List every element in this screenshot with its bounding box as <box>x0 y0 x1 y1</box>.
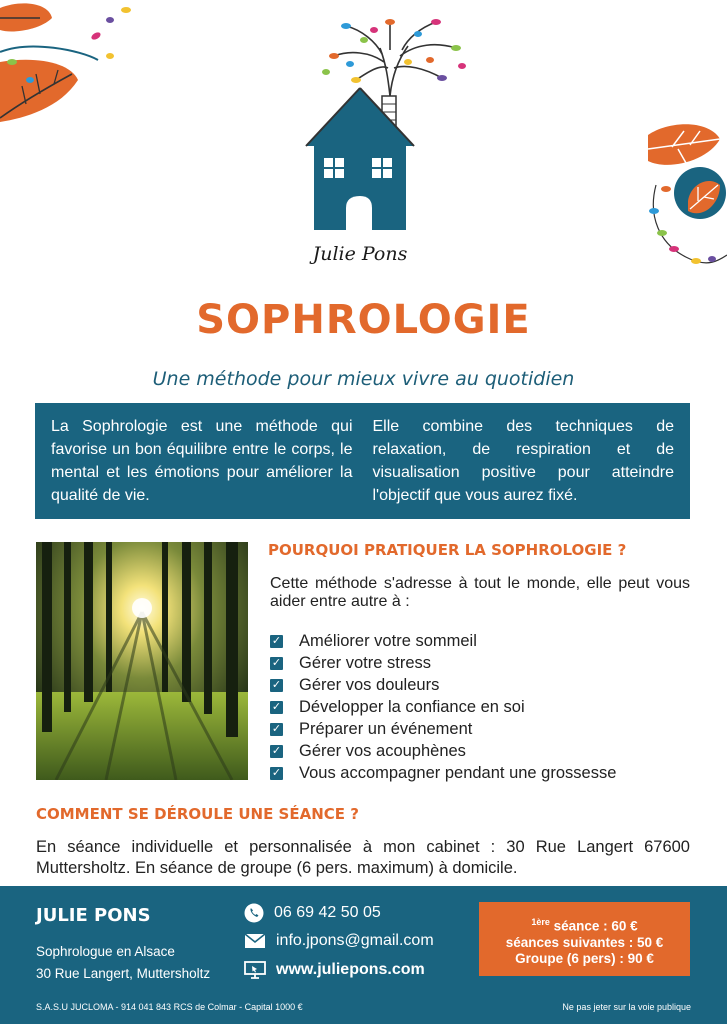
list-item: ✓ Vous accompagner pendant une grossesse <box>271 763 617 782</box>
phone-number: 06 69 42 50 05 <box>274 904 381 921</box>
email-contact[interactable] <box>244 932 434 950</box>
email-address: info.jpons@gmail.com <box>276 932 434 949</box>
legal-mention: S.A.S.U JUCLOMA - 914 041 843 RCS de Colmar - Capital 1000 € <box>36 1002 303 1012</box>
footer <box>0 886 727 1024</box>
phone-contact[interactable] <box>244 903 381 923</box>
phone-icon <box>244 903 264 923</box>
benefits-list <box>270 630 616 784</box>
price-group: Groupe (6 pers) : 90 € <box>515 950 654 966</box>
monitor-icon <box>244 961 266 979</box>
house-tree-logo <box>290 8 490 278</box>
list-item: ✓ Améliorer votre sommeil <box>271 631 477 650</box>
footer-role: Sophrologue en Alsace <box>36 944 175 959</box>
list-item: ✓ Gérer votre stress <box>271 653 432 672</box>
list-item: ✓ Développer la confiance en soi <box>271 697 525 716</box>
checkbox-icon: ✓ <box>271 766 282 779</box>
leaves-right-decoration <box>638 115 727 275</box>
leaves-top-left-decoration <box>0 0 140 140</box>
forest-sunlight-image <box>36 542 248 780</box>
checkbox-icon: ✓ <box>271 722 282 735</box>
intro-left-text: La Sophrologie est une méthode qui favorise un bon équilibre entre le corps, le mental et les émotions pour améliorer la qualité de vie. <box>51 418 353 504</box>
price-first-session: $^{1ère}$ séance : 60 € <box>531 917 638 934</box>
mail-icon <box>244 933 266 949</box>
footer-address: 30 Rue Langert, Muttersholtz <box>36 966 211 981</box>
why-section-title: POURQUOI PRATIQUER LA SOPHROLOGIE ? <box>268 541 627 559</box>
price-next-sessions: séances suivantes : 50 € <box>505 934 664 950</box>
list-item: ✓ Préparer un événement <box>271 719 473 738</box>
brand-signature: Julie Pons <box>312 243 408 265</box>
how-section-title: COMMENT SE DÉROULE UNE SÉANCE ? <box>36 805 359 823</box>
litter-notice: Ne pas jeter sur la voie publique <box>562 1002 691 1012</box>
price-box <box>479 902 690 976</box>
page-subtitle: Une méthode pour mieux vivre au quotidien <box>152 368 575 390</box>
website-link[interactable] <box>244 961 425 979</box>
checkbox-icon: ✓ <box>271 700 282 713</box>
checkbox-icon: ✓ <box>271 678 282 691</box>
intro-right-text: Elle combine des techniques de relaxation, de respiration et de visualisation positive pour atteindre l'objectif que vous aurez fixé. <box>372 418 674 504</box>
how-section-text: En séance individuelle et personnalisée à mon cabinet : 30 Rue Langert 67600 Muttersholtz. En séance de groupe (6 pers. maximum) à domicile. <box>36 838 690 877</box>
checkbox-icon: ✓ <box>271 656 282 669</box>
page-title: SOPHROLOGIE <box>196 297 531 343</box>
list-item: ✓ Gérer vos acouphènes <box>271 741 466 760</box>
checkbox-icon: ✓ <box>271 744 282 757</box>
footer-name: JULIE PONS <box>36 905 151 926</box>
list-item: ✓ Gérer vos douleurs <box>271 675 440 694</box>
intro-box <box>35 403 690 519</box>
website-url: www.juliepons.com <box>276 961 425 978</box>
why-intro-text: Cette méthode s'adresse à tout le monde, elle peut vous aider entre autre à : <box>270 575 690 610</box>
checkbox-icon: ✓ <box>271 634 282 647</box>
